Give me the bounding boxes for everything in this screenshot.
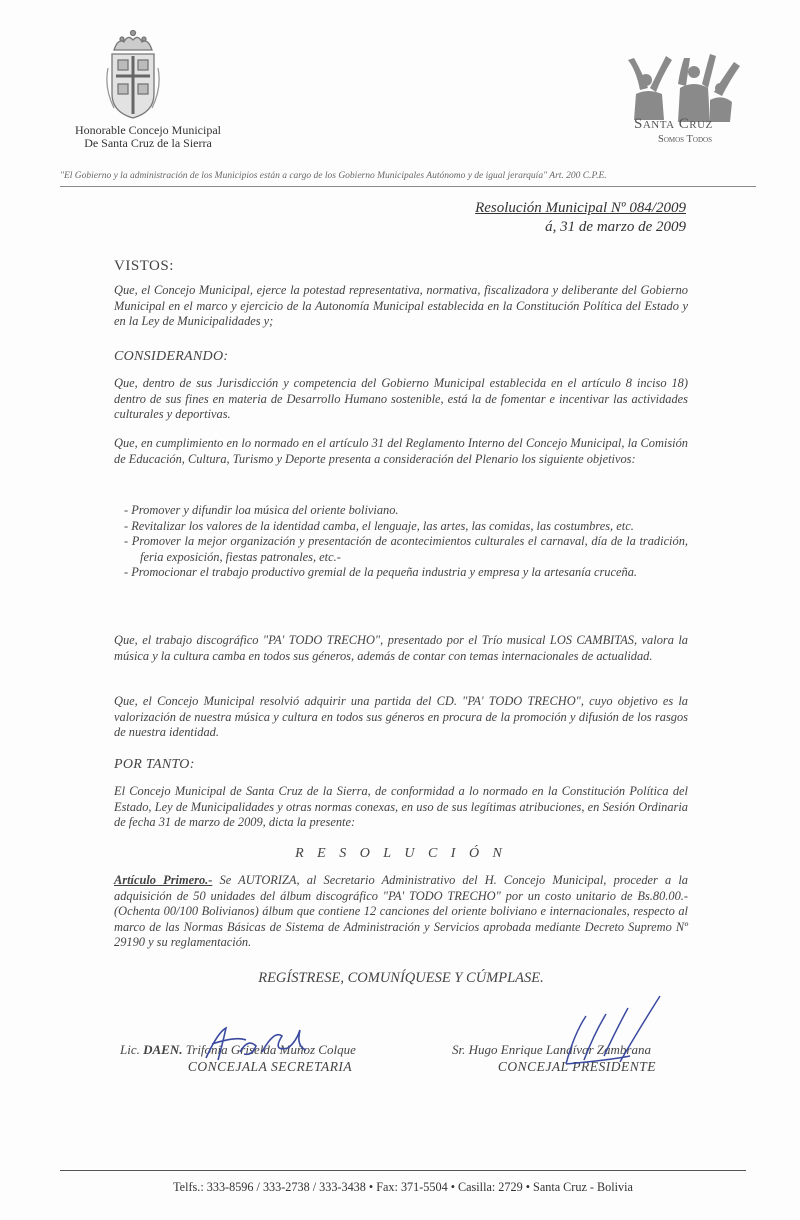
signature-block-left	[120, 1042, 420, 1075]
list-item: - Promocionar el trabajo productivo gremial de la pequeña industria y empresa y la artesanía cruceña.	[124, 565, 688, 581]
signature-block-right	[452, 1042, 702, 1075]
council-name	[48, 124, 248, 150]
signatory-right-role: CONCEJAL PRESIDENTE	[497, 1059, 657, 1074]
brand-name: Santa Cruz	[634, 116, 713, 132]
por-tanto-paragraph: El Concejo Municipal de Santa Cruz de la Sierra, de conformidad a lo normado en la Constitución Política del Estado, Ley de Municipalidades y otras normas conexas, en uso de sus legítimas atribuciones, en Sesión Ordinaria de fecha 31 de marzo de 2009, dicta la presente:	[114, 784, 688, 830]
article-label: Artículo Primero.-	[114, 873, 213, 887]
objectives-list	[124, 503, 688, 581]
signatory-left-title: DAEN.	[143, 1042, 183, 1057]
vistos-heading: VISTOS:	[114, 258, 174, 274]
article-text: Se AUTORIZA, al Secretario Administrativo del H. Concejo Municipal, proceder a la adquisición de 50 unidades del álbum discográfico "PA' TODO TRECHO" por un costo unitario de Bs.80.00.- (Ochenta 00/100 Bolivianos) álbum que contiene 12 canciones del oriente boliviano e internacionales, respecto al marco de las Normas Básicas de Sistema de Administración y Servicios aprobada mediante Decreto Supremo Nº 29190 y su reglamentación.	[114, 873, 688, 950]
resolucion-heading: R E S O L U C I Ó N	[295, 846, 507, 861]
considerando-paragraph-3: Que, el trabajo discográfico "PA' TODO TRECHO", presentado por el Trío musical LOS CAMBITAS, valora la música y la cultura camba en todos sus géneros, además de contar con temas internacionales de actualidad.	[114, 633, 688, 663]
signatory-left-prefix: Lic.	[120, 1042, 144, 1057]
closing-formula: REGÍSTRESE, COMUNÍQUESE Y CÚMPLASE.	[258, 970, 544, 986]
por-tanto-heading: POR TANTO:	[114, 757, 195, 772]
council-line-1: Honorable Concejo Municipal	[75, 123, 221, 137]
considerando-heading: CONSIDERANDO:	[114, 349, 229, 364]
signatory-left-name	[120, 1042, 420, 1058]
footer-divider	[60, 1170, 746, 1171]
resolution-date: á, 31 de marzo de 2009	[545, 219, 686, 235]
signatory-left-role: CONCEJALA SECRETARIA	[187, 1059, 353, 1074]
vistos-paragraph: Que, el Concejo Municipal, ejerce la potestad representativa, normativa, fiscalizadora y deliberante del Gobierno Municipal en el marco y ejercicio de la Autonomía Municipal establecida en la Constitución Política del Estado y en la Ley de Municipalidades y;	[114, 283, 688, 329]
constitution-quote: "El Gobierno y la administración de los Municipios están a cargo de los Gobierno Municipales Autónomo y de igual jerarquía" Art. 200 C.P.E.	[60, 171, 607, 181]
list-item: - Promover y difundir loa música del oriente boliviano.	[124, 503, 688, 519]
brand-slogan: Somos Todos	[658, 134, 712, 145]
list-item: - Revitalizar los valores de la identidad camba, el lenguaje, las artes, las comidas, las costumbres, etc.	[124, 519, 688, 535]
header-divider	[60, 186, 756, 187]
resolution-title: Resolución Municipal Nº 084/2009	[475, 200, 686, 216]
signatory-left-fullname: Trifonia Griselda Muñoz Colque	[182, 1042, 356, 1057]
coat-of-arms-logo	[104, 28, 162, 122]
signatory-right-name: Sr. Hugo Enrique Landívar Zambrana	[452, 1042, 651, 1057]
article-first	[114, 873, 688, 951]
council-line-2: De Santa Cruz de la Sierra	[84, 136, 212, 150]
footer-contact: Telfs.: 333-8596 / 333-2738 / 333-3438 • Fax: 371-5504 • Casilla: 2729 • Santa Cruz - Bolivia	[173, 1180, 633, 1194]
list-item: - Promover la mejor organización y presentación de acontecimientos culturales el carnaval, día de la tradición, feria exposición, fiestas patronales, etc.-	[124, 534, 688, 565]
considerando-paragraph-2: Que, en cumplimiento en lo normado en el artículo 31 del Reglamento Interno del Concejo Municipal, la Comisión de Educación, Cultura, Turismo y Deporte presenta a consideración del Plenario los siguiente objetivos:	[114, 436, 688, 466]
considerando-paragraph-1: Que, dentro de sus Jurisdicción y competencia del Gobierno Municipal establecida en el artículo 8 inciso 18) dentro de sus fines en materia de Desarrollo Humano sostenible, está la de fomentar e incentivar las actividades culturales y deportivas.	[114, 376, 688, 422]
considerando-paragraph-4: Que, el Concejo Municipal resolvió adquirir una partida del CD. "PA' TODO TRECHO", cuyo objetivo es la valorización de nuestra música y cultura en todos sus géneros en procura de la promoción y difusión de los rasgos de nuestra identidad.	[114, 694, 688, 740]
